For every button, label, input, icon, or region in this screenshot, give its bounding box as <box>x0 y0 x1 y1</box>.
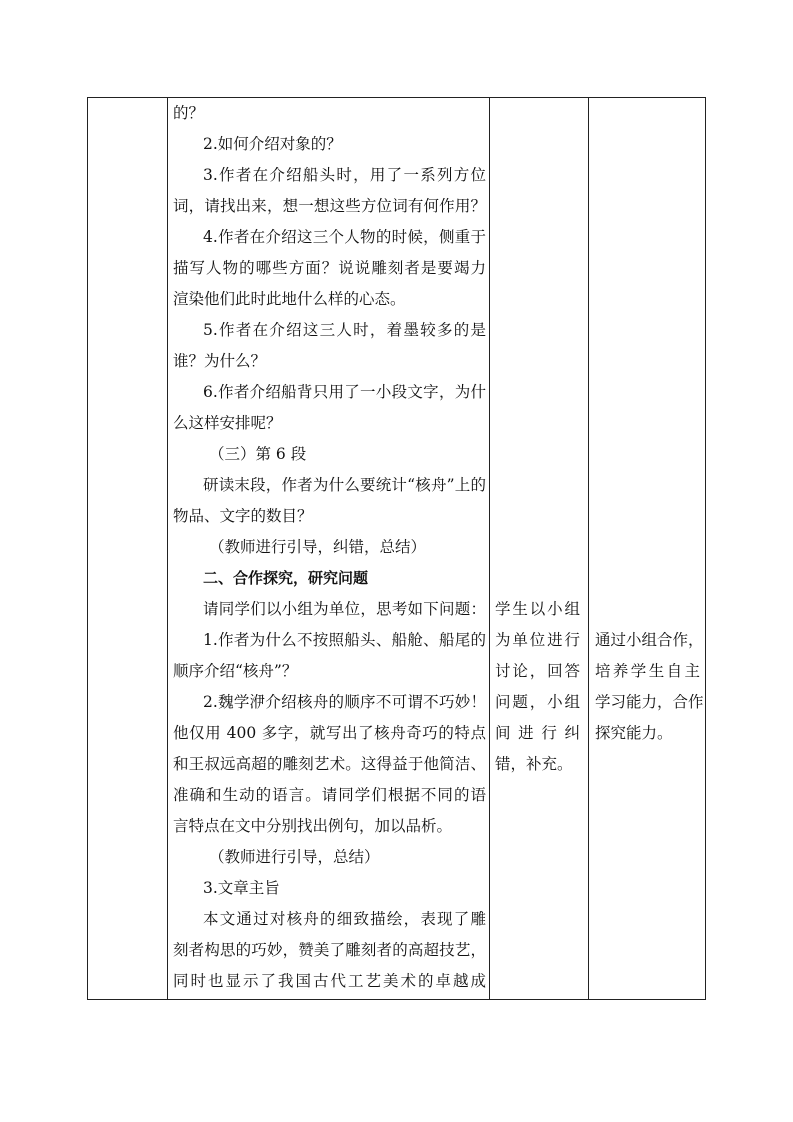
text-line: 学生以小组 <box>495 600 580 618</box>
text-line: 渲染他们此时此地什么样的心态。 <box>173 290 406 308</box>
text-line: 的？ <box>173 104 205 122</box>
text-line: 培养学生自主 <box>595 662 700 680</box>
column-divider <box>489 98 490 999</box>
text-line: 问题，小组 <box>495 693 580 711</box>
column-divider <box>588 98 589 999</box>
text-line: 研读末段，作者为什么要统计“核舟”上的 <box>203 476 486 494</box>
text-line: 4.作者在介绍这三个人物的时候，侧重于 <box>203 228 486 246</box>
text-line: 2.如何介绍对象的？ <box>203 135 342 153</box>
section-heading: （三）第 6 段 <box>209 445 307 463</box>
section-heading: 二、合作探究，研究问题 <box>203 569 369 587</box>
text-line: 同时也显示了我国古代工艺美术的卓越成 <box>173 972 486 990</box>
text-line: 错，补充。 <box>495 755 573 773</box>
text-line: 谁？为什么？ <box>173 352 267 370</box>
text-line: 顺序介绍“核舟”？ <box>173 662 298 680</box>
text-line: 刻者构思的巧妙，赞美了雕刻者的高超技艺， <box>173 941 486 959</box>
text-line: 通过小组合作， <box>595 631 704 649</box>
text-line: 1.作者为什么不按照船头、船舱、船尾的 <box>203 631 486 649</box>
text-line: 物品、文字的数目？ <box>173 507 313 525</box>
text-line: 为单位进行 <box>495 631 580 649</box>
text-line: 描写人物的哪些方面？说说雕刻者是要竭力 <box>173 259 486 277</box>
text-line: 准确和生动的语言。请同学们根据不同的语 <box>173 786 486 804</box>
text-line: 讨论，回答 <box>495 662 580 680</box>
text-line: 3.作者在介绍船头时，用了一系列方位 <box>203 166 486 184</box>
text-line: 言特点在文中分别找出例句，加以品析。 <box>173 817 453 835</box>
text-line: （教师进行引导，纠错，总结） <box>209 538 427 556</box>
text-line: 间 进 行 纠 <box>495 724 580 742</box>
text-line: 探究能力。 <box>595 724 673 742</box>
text-line: 2.魏学洢介绍核舟的顺序不可谓不巧妙！ <box>203 693 486 711</box>
text-line: 么这样安排呢？ <box>173 414 282 432</box>
text-line: 他仅用 400 多字，就写出了核舟奇巧的特点 <box>173 724 486 742</box>
text-line: 本文通过对核舟的细致描绘，表现了雕 <box>203 910 486 928</box>
text-line: 5.作者在介绍这三人时，着墨较多的是 <box>203 321 486 339</box>
text-line: （教师进行引导，总结） <box>209 848 380 866</box>
text-line: 6.作者介绍船背只用了一小段文字，为什 <box>203 383 486 401</box>
text-line: 3.文章主旨 <box>203 879 280 897</box>
text-line: 词，请找出来，想一想这些方位词有何作用？ <box>173 197 486 215</box>
text-line: 和王叔远高超的雕刻艺术。这得益于他简洁、 <box>173 755 486 773</box>
text-line: 学习能力，合作 <box>595 693 704 711</box>
text-line: 请同学们以小组为单位，思考如下问题： <box>203 600 486 618</box>
column-divider <box>167 98 168 999</box>
lesson-plan-table <box>87 97 706 1000</box>
